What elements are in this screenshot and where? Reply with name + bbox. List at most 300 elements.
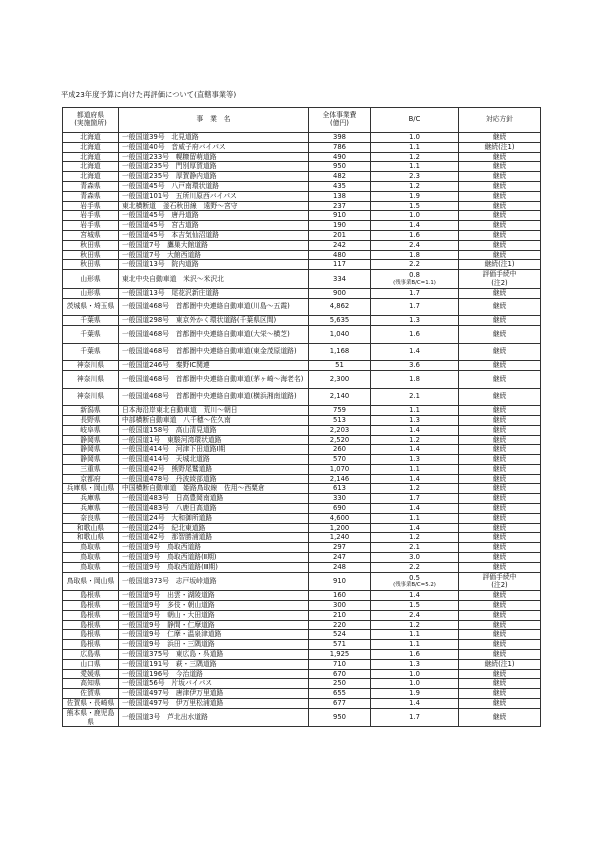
prefecture-cell: 兵庫県 — [63, 494, 119, 504]
policy-cell: 継続 — [459, 172, 541, 182]
bc-cell: 1.4 — [371, 221, 459, 231]
policy-cell: 継続 — [459, 484, 541, 494]
bc-cell: 2.1 — [371, 543, 459, 553]
policy-cell: 継続 — [459, 533, 541, 543]
policy-cell — [459, 572, 541, 591]
policy-value: 評価手続中 — [482, 270, 517, 279]
table-row — [63, 669, 541, 679]
policy-cell: 継続 — [459, 211, 541, 221]
prefecture-cell: 兵庫県 — [63, 504, 119, 514]
table-row — [63, 250, 541, 260]
prefecture-cell: 神奈川県 — [63, 361, 119, 371]
header-line: (億円) — [330, 119, 349, 127]
header-prefecture — [63, 108, 119, 133]
table-row — [63, 679, 541, 689]
prefecture-cell: 和歌山県 — [63, 523, 119, 533]
project-name-cell: 一般国道9号 仁摩・温泉津道路 — [119, 630, 309, 640]
bc-cell: 1.0 — [371, 211, 459, 221]
bc-cell: 1.3 — [371, 455, 459, 465]
prefecture-cell: 新潟県 — [63, 406, 119, 416]
bc-cell: 1.3 — [371, 415, 459, 425]
project-name-cell: 一般国道9号 多伎・朝山道路 — [119, 601, 309, 611]
policy-cell: 継続 — [459, 474, 541, 484]
prefecture-cell: 北海道 — [63, 133, 119, 143]
header-project-name: 事 業 名 — [119, 108, 309, 133]
total-cost-cell: 297 — [309, 543, 371, 553]
prefecture-cell: 岩手県 — [63, 221, 119, 231]
project-name-cell: 日本海沿岸東北自動車道 荒川～朝日 — [119, 406, 309, 416]
table-row — [63, 513, 541, 523]
policy-cell: 継続 — [459, 650, 541, 660]
prefecture-cell: 島根県 — [63, 640, 119, 650]
total-cost-cell: 4,600 — [309, 513, 371, 523]
prefecture-cell: 岩手県 — [63, 211, 119, 221]
project-name-cell: 一般国道235号 厚賀静内道路 — [119, 172, 309, 182]
table-row — [63, 591, 541, 601]
bc-cell: 1.1 — [371, 513, 459, 523]
total-cost-cell: 613 — [309, 484, 371, 494]
policy-cell: 継続 — [459, 610, 541, 620]
policy-cell: 継続 — [459, 201, 541, 211]
bc-cell: 1.5 — [371, 201, 459, 211]
bc-cell: 3.6 — [371, 361, 459, 371]
project-name-cell: 一般国道24号 紀北東道路 — [119, 523, 309, 533]
table-row — [63, 601, 541, 611]
project-name-cell: 一般国道42号 那智勝浦道路 — [119, 533, 309, 543]
project-name-cell: 一般国道40号 音威子府バイパス — [119, 142, 309, 152]
project-name-cell: 一般国道468号 首都圏中央連絡自動車道(東金茂原道路) — [119, 343, 309, 361]
prefecture-cell: 静岡県 — [63, 435, 119, 445]
total-cost-cell: 1,925 — [309, 650, 371, 660]
total-cost-cell: 1,040 — [309, 325, 371, 343]
total-cost-cell: 220 — [309, 620, 371, 630]
total-cost-cell: 670 — [309, 669, 371, 679]
bc-cell: 1.9 — [371, 191, 459, 201]
prefecture-cell: 神奈川県 — [63, 370, 119, 388]
project-name-cell: 一般国道13号 院内道路 — [119, 260, 309, 270]
project-name-cell: 一般国道497号 唐津伊万里道路 — [119, 689, 309, 699]
table-row — [63, 553, 541, 563]
total-cost-cell: 51 — [309, 361, 371, 371]
bc-value: 0.5 — [409, 573, 420, 582]
total-cost-cell: 2,203 — [309, 425, 371, 435]
project-name-cell: 一般国道9号 静間・仁摩道路 — [119, 620, 309, 630]
project-name-cell: 一般国道9号 朝山・大田道路 — [119, 610, 309, 620]
table-row — [63, 201, 541, 211]
table-row — [63, 133, 541, 143]
table-row — [63, 181, 541, 191]
table-row — [63, 659, 541, 669]
total-cost-cell: 2,140 — [309, 388, 371, 406]
policy-cell: 継続 — [459, 562, 541, 572]
project-name-cell: 一般国道45号 宮古道路 — [119, 221, 309, 231]
prefecture-cell: 静岡県 — [63, 455, 119, 465]
total-cost-cell: 655 — [309, 689, 371, 699]
prefecture-cell: 北海道 — [63, 162, 119, 172]
table-header-row — [63, 108, 541, 133]
policy-cell: 継続 — [459, 370, 541, 388]
project-name-cell: 一般国道56号 片坂バイパス — [119, 679, 309, 689]
total-cost-cell: 910 — [309, 211, 371, 221]
prefecture-cell: 鳥取県 — [63, 543, 119, 553]
bc-cell: 1.4 — [371, 474, 459, 484]
table-row — [63, 445, 541, 455]
policy-cell: 継続 — [459, 601, 541, 611]
bc-cell: 1.4 — [371, 343, 459, 361]
bc-cell: 1.1 — [371, 630, 459, 640]
table-row — [63, 388, 541, 406]
policy-cell: 継続 — [459, 221, 541, 231]
bc-cell: 2.4 — [371, 240, 459, 250]
project-name-cell: 一般国道497号 伊万里松浦道路 — [119, 699, 309, 709]
prefecture-cell: 熊本県・鹿児島県 — [63, 708, 119, 727]
table-row — [63, 211, 541, 221]
policy-value: 評価手続中 — [482, 572, 517, 581]
project-name-cell: 一般国道414号 河津下田道路Ⅰ期 — [119, 445, 309, 455]
policy-cell: 継続 — [459, 288, 541, 298]
table-row — [63, 240, 541, 250]
project-name-cell: 一般国道468号 首都圏中央連絡自動車道(川島～五霞) — [119, 298, 309, 316]
policy-cell: 継続 — [459, 415, 541, 425]
project-name-cell: 一般国道7号 大館西道路 — [119, 250, 309, 260]
policy-cell: 継続 — [459, 388, 541, 406]
policy-cell: 継続 — [459, 162, 541, 172]
bc-cell: 1.8 — [371, 370, 459, 388]
policy-cell: 継続 — [459, 133, 541, 143]
policy-cell: 継続 — [459, 464, 541, 474]
policy-cell: 継続 — [459, 230, 541, 240]
policy-cell: 継続 — [459, 343, 541, 361]
table-row — [63, 191, 541, 201]
total-cost-cell: 210 — [309, 610, 371, 620]
table-row — [63, 708, 541, 727]
bc-cell: 1.1 — [371, 162, 459, 172]
table-row — [63, 152, 541, 162]
prefecture-cell: 和歌山県 — [63, 533, 119, 543]
total-cost-cell: 950 — [309, 708, 371, 727]
project-name-cell: 一般国道414号 天城北道路 — [119, 455, 309, 465]
policy-cell: 継続 — [459, 494, 541, 504]
table-row — [63, 543, 541, 553]
prefecture-cell: 岩手県 — [63, 201, 119, 211]
policy-cell: 継続 — [459, 325, 541, 343]
total-cost-cell: 242 — [309, 240, 371, 250]
table-row — [63, 221, 541, 231]
project-name-cell: 一般国道9号 鳥取西道路(Ⅲ期) — [119, 562, 309, 572]
bc-cell: 1.2 — [371, 484, 459, 494]
total-cost-cell: 570 — [309, 455, 371, 465]
bc-cell: 1.0 — [371, 133, 459, 143]
policy-cell: 継続 — [459, 240, 541, 250]
total-cost-cell: 2,300 — [309, 370, 371, 388]
policy-cell: 継続 — [459, 435, 541, 445]
table-row — [63, 172, 541, 182]
bc-cell: 2.2 — [371, 562, 459, 572]
project-name-cell: 一般国道191号 萩・三隅道路 — [119, 659, 309, 669]
prefecture-cell: 静岡県 — [63, 445, 119, 455]
policy-cell: 継続 — [459, 250, 541, 260]
prefecture-cell: 佐賀県・長崎県 — [63, 699, 119, 709]
policy-cell: 継続 — [459, 591, 541, 601]
bc-cell: 1.3 — [371, 659, 459, 669]
table-row — [63, 620, 541, 630]
project-name-cell: 一般国道468号 首都圏中央連絡自動車道(大栄～横芝) — [119, 325, 309, 343]
prefecture-cell: 青森県 — [63, 181, 119, 191]
table-row — [63, 288, 541, 298]
total-cost-cell: 571 — [309, 640, 371, 650]
prefecture-cell: 三重県 — [63, 464, 119, 474]
total-cost-cell: 435 — [309, 181, 371, 191]
policy-cell: 継続 — [459, 316, 541, 326]
table-row — [63, 361, 541, 371]
policy-cell: 継続 — [459, 361, 541, 371]
bc-cell: 1.1 — [371, 406, 459, 416]
table-row — [63, 298, 541, 316]
table-row — [63, 689, 541, 699]
project-name-cell: 一般国道7号 鷹巣大館道路 — [119, 240, 309, 250]
total-cost-cell: 250 — [309, 679, 371, 689]
prefecture-cell: 広島県 — [63, 650, 119, 660]
total-cost-cell: 786 — [309, 142, 371, 152]
total-cost-cell: 248 — [309, 562, 371, 572]
project-name-cell: 一般国道246号 秦野IC関連 — [119, 361, 309, 371]
header-total-cost — [309, 108, 371, 133]
policy-note: (注2) — [491, 581, 508, 590]
policy-cell: 継続 — [459, 181, 541, 191]
project-name-cell: 一般国道468号 首都圏中央連絡自動車道(横浜湘南道路) — [119, 388, 309, 406]
table-row — [63, 494, 541, 504]
policy-cell — [459, 270, 541, 289]
prefecture-cell: 高知県 — [63, 679, 119, 689]
bc-cell: 1.7 — [371, 708, 459, 727]
prefecture-cell: 千葉県 — [63, 343, 119, 361]
table-row — [63, 435, 541, 445]
total-cost-cell: 160 — [309, 591, 371, 601]
prefecture-cell: 秋田県 — [63, 260, 119, 270]
bc-cell: 1.6 — [371, 650, 459, 660]
total-cost-cell: 330 — [309, 494, 371, 504]
policy-cell: 継続 — [459, 455, 541, 465]
total-cost-cell: 190 — [309, 221, 371, 231]
policy-cell: 継続 — [459, 152, 541, 162]
bc-cell: 1.4 — [371, 504, 459, 514]
project-name-cell: 一般国道45号 八戸南環状道路 — [119, 181, 309, 191]
table-row — [63, 630, 541, 640]
bc-cell: 1.4 — [371, 591, 459, 601]
policy-cell: 継続 — [459, 620, 541, 630]
table-row — [63, 699, 541, 709]
bc-remaining-note: (残事業B/C=5.2) — [393, 582, 436, 589]
table-row — [63, 533, 541, 543]
table-row — [63, 504, 541, 514]
project-name-cell: 一般国道9号 浜田・三隅道路 — [119, 640, 309, 650]
prefecture-cell: 愛媛県 — [63, 669, 119, 679]
bc-cell: 1.1 — [371, 142, 459, 152]
total-cost-cell: 1,168 — [309, 343, 371, 361]
table-row — [63, 425, 541, 435]
policy-cell: 継続(注1) — [459, 142, 541, 152]
prefecture-cell: 島根県 — [63, 620, 119, 630]
total-cost-cell: 237 — [309, 201, 371, 211]
total-cost-cell: 482 — [309, 172, 371, 182]
prefecture-cell: 北海道 — [63, 172, 119, 182]
evaluation-table — [62, 107, 541, 727]
policy-cell: 継続 — [459, 679, 541, 689]
bc-cell: 1.2 — [371, 435, 459, 445]
bc-cell: 1.4 — [371, 425, 459, 435]
prefecture-cell: 長野県 — [63, 415, 119, 425]
project-name-cell: 一般国道158号 高山清見道路 — [119, 425, 309, 435]
table-row — [63, 343, 541, 361]
policy-cell: 継続(注1) — [459, 659, 541, 669]
total-cost-cell: 260 — [309, 445, 371, 455]
project-name-cell: 一般国道1号 東駿河湾環状道路 — [119, 435, 309, 445]
total-cost-cell: 900 — [309, 288, 371, 298]
prefecture-cell: 北海道 — [63, 152, 119, 162]
table-row — [63, 270, 541, 289]
bc-cell: 1.6 — [371, 230, 459, 240]
prefecture-cell: 岐阜県 — [63, 425, 119, 435]
header-line: (実施箇所) — [74, 119, 107, 127]
prefecture-cell: 佐賀県 — [63, 689, 119, 699]
bc-cell: 1.1 — [371, 464, 459, 474]
table-row — [63, 260, 541, 270]
bc-cell: 2.1 — [371, 388, 459, 406]
bc-cell: 1.3 — [371, 316, 459, 326]
policy-cell: 継続 — [459, 708, 541, 727]
project-name-cell: 一般国道101号 五所川原西バイパス — [119, 191, 309, 201]
policy-cell: 継続 — [459, 699, 541, 709]
table-row — [63, 455, 541, 465]
prefecture-cell: 鳥取県・岡山県 — [63, 572, 119, 591]
total-cost-cell: 677 — [309, 699, 371, 709]
project-name-cell: 一般国道9号 鳥取西道路 — [119, 543, 309, 553]
bc-cell: 1.1 — [371, 640, 459, 650]
total-cost-cell: 490 — [309, 152, 371, 162]
bc-cell: 1.2 — [371, 620, 459, 630]
prefecture-cell: 山形県 — [63, 288, 119, 298]
table-row — [63, 370, 541, 388]
project-name-cell: 一般国道483号 日高豊岡南道路 — [119, 494, 309, 504]
policy-cell: 継続 — [459, 406, 541, 416]
project-name-cell: 一般国道13号 尾花沢新庄道路 — [119, 288, 309, 298]
total-cost-cell: 513 — [309, 415, 371, 425]
total-cost-cell: 910 — [309, 572, 371, 591]
prefecture-cell: 青森県 — [63, 191, 119, 201]
policy-cell: 継続 — [459, 523, 541, 533]
project-name-cell: 一般国道298号 東京外かく環状道路(千葉県区間) — [119, 316, 309, 326]
total-cost-cell: 334 — [309, 270, 371, 289]
bc-cell: 1.7 — [371, 298, 459, 316]
prefecture-cell: 秋田県 — [63, 250, 119, 260]
policy-cell: 継続 — [459, 543, 541, 553]
table-row — [63, 610, 541, 620]
total-cost-cell: 247 — [309, 553, 371, 563]
table-row — [63, 316, 541, 326]
policy-cell: 継続 — [459, 191, 541, 201]
prefecture-cell: 山口県 — [63, 659, 119, 669]
project-name-cell: 一般国道3号 芦北出水道路 — [119, 708, 309, 727]
total-cost-cell: 1,200 — [309, 523, 371, 533]
prefecture-cell: 島根県 — [63, 610, 119, 620]
bc-cell: 1.9 — [371, 689, 459, 699]
prefecture-cell: 兵庫県・岡山県 — [63, 484, 119, 494]
project-name-cell: 一般国道373号 志戸坂峠道路 — [119, 572, 309, 591]
total-cost-cell: 1,070 — [309, 464, 371, 474]
total-cost-cell: 4,862 — [309, 298, 371, 316]
bc-cell: 1.0 — [371, 669, 459, 679]
table-row — [63, 464, 541, 474]
project-name-cell: 一般国道233号 幌糠留萌道路 — [119, 152, 309, 162]
total-cost-cell: 690 — [309, 504, 371, 514]
total-cost-cell: 710 — [309, 659, 371, 669]
policy-cell: 継続 — [459, 630, 541, 640]
prefecture-cell: 宮城県 — [63, 230, 119, 240]
project-name-cell: 東北中央自動車道 米沢～米沢北 — [119, 270, 309, 289]
bc-cell — [371, 270, 459, 289]
project-name-cell: 一般国道45号 本吉気仙沼道路 — [119, 230, 309, 240]
project-name-cell: 一般国道45号 唐丹道路 — [119, 211, 309, 221]
bc-cell: 2.2 — [371, 260, 459, 270]
total-cost-cell: 201 — [309, 230, 371, 240]
table-row — [63, 325, 541, 343]
total-cost-cell: 2,520 — [309, 435, 371, 445]
total-cost-cell: 5,635 — [309, 316, 371, 326]
prefecture-cell: 茨城県・埼玉県 — [63, 298, 119, 316]
policy-cell: 継続 — [459, 669, 541, 679]
prefecture-cell: 秋田県 — [63, 240, 119, 250]
policy-cell: 継続 — [459, 640, 541, 650]
project-name-cell: 中部横断自動車道 八千穂～佐久南 — [119, 415, 309, 425]
bc-cell: 1.7 — [371, 288, 459, 298]
bc-cell: 2.3 — [371, 172, 459, 182]
bc-remaining-note: (残事業B/C=1.1) — [393, 279, 436, 286]
table-row — [63, 142, 541, 152]
policy-cell: 継続 — [459, 298, 541, 316]
prefecture-cell: 千葉県 — [63, 325, 119, 343]
policy-note: (注2) — [491, 278, 508, 287]
project-name-cell: 一般国道235号 門別厚賀道路 — [119, 162, 309, 172]
total-cost-cell: 524 — [309, 630, 371, 640]
bc-cell: 1.6 — [371, 325, 459, 343]
total-cost-cell: 759 — [309, 406, 371, 416]
page-title: 平成23年度予算に向けた再評価について(直轄事業等) — [61, 90, 237, 99]
project-name-cell: 一般国道24号 大和御所道路 — [119, 513, 309, 523]
project-name-cell: 一般国道42号 熊野尾鷲道路 — [119, 464, 309, 474]
prefecture-cell: 神奈川県 — [63, 388, 119, 406]
total-cost-cell: 138 — [309, 191, 371, 201]
policy-cell: 継続 — [459, 445, 541, 455]
table-row — [63, 572, 541, 591]
bc-cell — [371, 572, 459, 591]
header-line: 全体事業費 — [322, 111, 357, 120]
project-name-cell: 一般国道478号 丹波綾部道路 — [119, 474, 309, 484]
total-cost-cell: 1,240 — [309, 533, 371, 543]
table-row — [63, 230, 541, 240]
project-name-cell: 一般国道9号 鳥取西道路(Ⅱ期) — [119, 553, 309, 563]
bc-value: 0.8 — [409, 271, 420, 280]
policy-cell: 継続 — [459, 513, 541, 523]
prefecture-cell: 鳥取県 — [63, 562, 119, 572]
bc-cell: 1.4 — [371, 523, 459, 533]
policy-cell: 継続(注1) — [459, 260, 541, 270]
prefecture-cell: 島根県 — [63, 591, 119, 601]
prefecture-cell: 山形県 — [63, 270, 119, 289]
policy-cell: 継続 — [459, 425, 541, 435]
header-line: 都道府県 — [76, 111, 105, 120]
bc-cell: 1.2 — [371, 533, 459, 543]
prefecture-cell: 北海道 — [63, 142, 119, 152]
